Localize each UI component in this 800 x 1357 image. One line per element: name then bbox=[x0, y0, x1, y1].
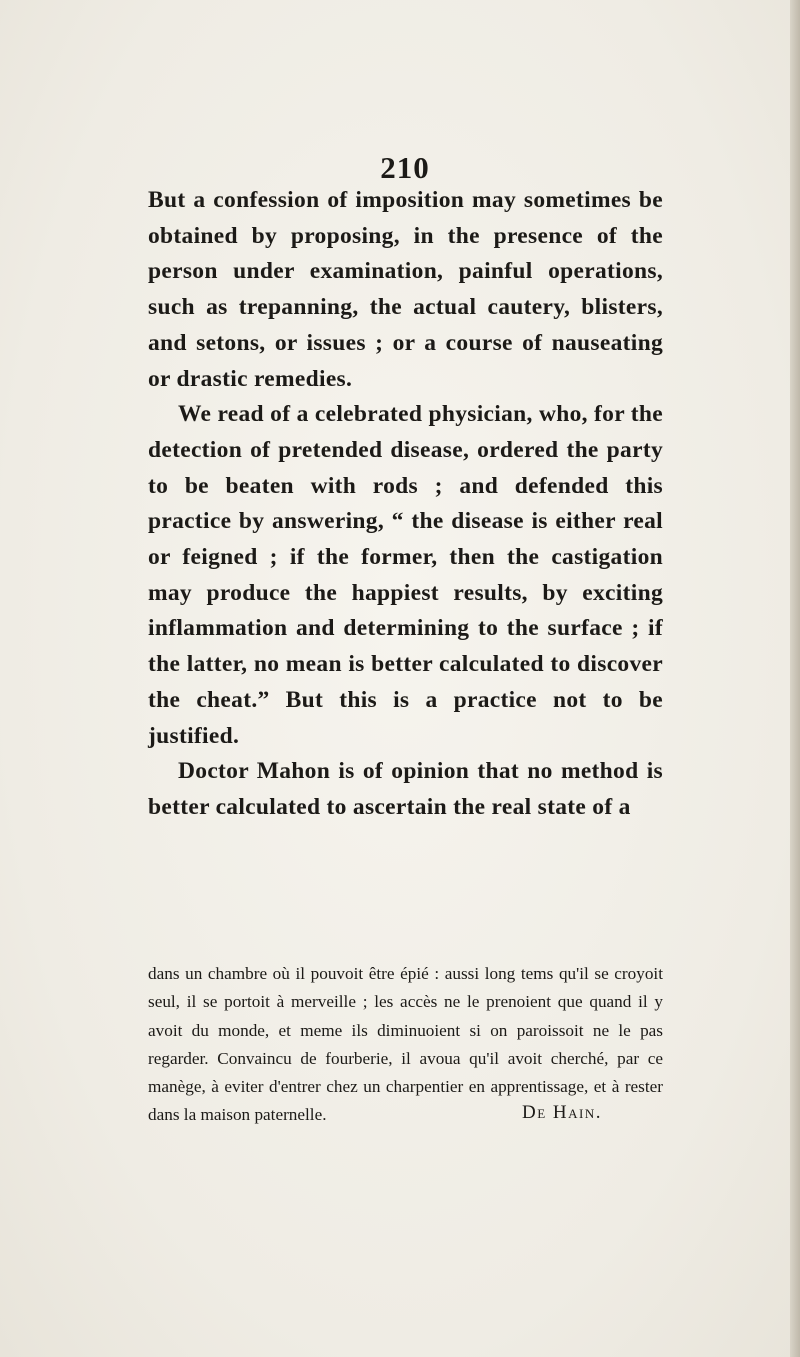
footnote-text: dans un chambre où il pouvoit être épié : aussi long tems qu'il se croyoit seul, il se portoit à merveille ; les accès ne le prenoient que quand il y avoit du monde, et meme ils diminuoient si on paroissoit ne le pas regarder. Convaincu de fourberie, il avoua qu'il avoit cherché, par ce manège, à eviter d'entrer chez un charpentier en apprentissage, et à rester dans la maison paternelle. bbox=[148, 964, 663, 1125]
paragraph-3: Doctor Mahon is of opinion that no method is better calculated to ascertain the real state of a bbox=[148, 758, 663, 820]
paragraph-1: But a confession of imposition may sometimes be obtained by proposing, in the presence of the person under examination, painful operations, such as trepanning, the actual cautery, blisters, and setons, or issues ; or a course of nauseating or drastic remedies. bbox=[148, 187, 663, 392]
page-number: 210 bbox=[380, 150, 430, 185]
page-edge bbox=[790, 0, 800, 1357]
footnote-signature: De Hain. bbox=[522, 1102, 602, 1123]
paragraph-2: We read of a celebrated physician, who, for the detection of pretended disease, ordered the party to be beaten with rods ; and defended this practice by answering, “ the disease is either real or feigned ; if the former, then the castigation may produce the happiest results, by exciting inflammation and determining to the surface ; if the latter, no mean is better calculated to discover the cheat.” But this is a practice not to be justified. bbox=[148, 401, 663, 749]
main-text bbox=[148, 183, 663, 826]
